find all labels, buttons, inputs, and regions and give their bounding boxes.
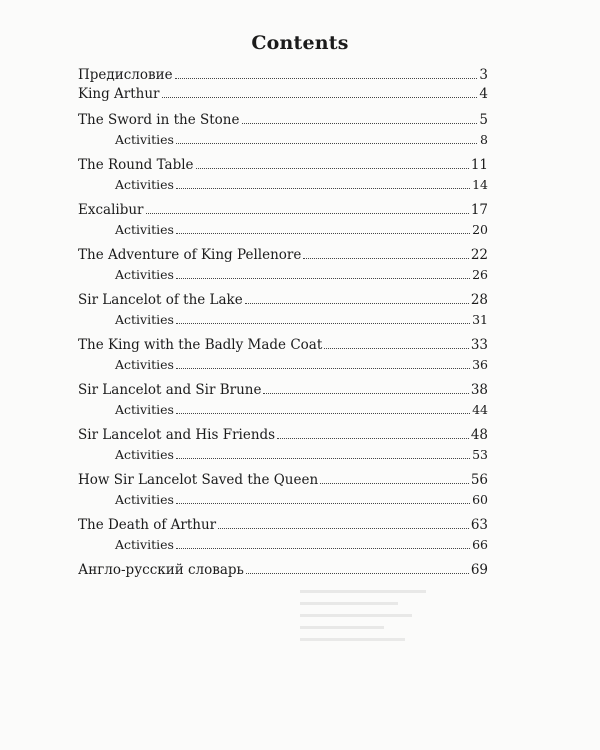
toc-page-number: 48 bbox=[470, 427, 488, 443]
toc-entry-title: The Round Table bbox=[78, 157, 194, 173]
toc-entry-title: Sir Lancelot and Sir Brune bbox=[78, 382, 262, 398]
toc-entry bbox=[78, 111, 488, 130]
toc-subentry bbox=[78, 310, 488, 329]
dot-leader bbox=[303, 258, 468, 259]
dot-leader bbox=[246, 573, 469, 574]
dot-leader bbox=[277, 438, 469, 439]
toc-spacer bbox=[78, 149, 488, 156]
toc-page-number: 56 bbox=[470, 472, 488, 488]
toc-page-number: 69 bbox=[470, 562, 488, 578]
toc-entry-title: Excalibur bbox=[78, 202, 144, 218]
toc-page-number: 36 bbox=[472, 357, 488, 372]
dot-leader bbox=[176, 548, 470, 549]
dot-leader bbox=[146, 213, 469, 214]
toc-page-number: 5 bbox=[479, 112, 488, 128]
toc-entry bbox=[78, 201, 488, 220]
toc-spacer bbox=[78, 554, 488, 561]
toc-spacer bbox=[78, 374, 488, 381]
dot-leader bbox=[263, 393, 468, 394]
dot-leader bbox=[196, 168, 469, 169]
toc-entry-title: The Sword in the Stone bbox=[78, 112, 240, 128]
toc-subentry bbox=[78, 175, 488, 194]
toc-page-number: 38 bbox=[470, 382, 488, 398]
toc-subentry bbox=[78, 265, 488, 284]
toc-page-number: 20 bbox=[472, 222, 488, 237]
toc-entry-title: How Sir Lancelot Saved the Queen bbox=[78, 472, 319, 488]
toc-entry bbox=[78, 516, 488, 535]
toc-entry-title: Activities bbox=[115, 222, 174, 237]
toc-page-number: 63 bbox=[470, 517, 488, 533]
toc-subentry bbox=[78, 490, 488, 509]
toc-page-number: 17 bbox=[470, 202, 488, 218]
toc-subentry bbox=[78, 355, 488, 374]
toc-spacer bbox=[78, 284, 488, 291]
toc-entry-title: Предисловие bbox=[78, 67, 173, 83]
toc-entry bbox=[78, 156, 488, 175]
dot-leader bbox=[176, 278, 470, 279]
dot-leader bbox=[176, 458, 470, 459]
toc-entry-title: Sir Lancelot and His Friends bbox=[78, 427, 276, 443]
table-of-contents bbox=[78, 66, 488, 580]
toc-page-number: 44 bbox=[472, 402, 488, 417]
toc-page-number: 14 bbox=[472, 177, 488, 192]
toc-subentry bbox=[78, 445, 488, 464]
toc-entry-title: Activities bbox=[115, 447, 174, 462]
toc-entry-title: Activities bbox=[115, 267, 174, 282]
toc-entry bbox=[78, 85, 488, 104]
toc-entry bbox=[78, 291, 488, 310]
toc-entry-title: Activities bbox=[115, 402, 174, 417]
toc-spacer bbox=[78, 509, 488, 516]
toc-subentry bbox=[78, 535, 488, 554]
toc-spacer bbox=[78, 194, 488, 201]
toc-spacer bbox=[78, 104, 488, 111]
dot-leader bbox=[176, 188, 470, 189]
dot-leader bbox=[176, 143, 477, 144]
toc-entry-title: The Death of Arthur bbox=[78, 517, 217, 533]
toc-entry bbox=[78, 561, 488, 580]
toc-page-number: 53 bbox=[472, 447, 488, 462]
dot-leader bbox=[162, 97, 477, 98]
dot-leader bbox=[176, 413, 470, 414]
toc-entry-title: King Arthur bbox=[78, 86, 160, 102]
toc-page-number: 33 bbox=[470, 337, 488, 353]
toc-page-number: 4 bbox=[479, 86, 488, 102]
toc-subentry bbox=[78, 400, 488, 419]
toc-page-number: 66 bbox=[472, 537, 488, 552]
dot-leader bbox=[320, 483, 469, 484]
toc-subentry bbox=[78, 220, 488, 239]
toc-entry bbox=[78, 246, 488, 265]
toc-page-number: 31 bbox=[472, 312, 488, 327]
toc-spacer bbox=[78, 329, 488, 336]
toc-entry-title: Англо-русский словарь bbox=[78, 562, 244, 578]
dot-leader bbox=[242, 123, 478, 124]
toc-entry-title: Activities bbox=[115, 177, 174, 192]
toc-entry bbox=[78, 336, 488, 355]
toc-spacer bbox=[78, 239, 488, 246]
toc-page-number: 60 bbox=[472, 492, 488, 507]
toc-page-number: 28 bbox=[470, 292, 488, 308]
toc-entry bbox=[78, 471, 488, 490]
toc-page-number: 26 bbox=[472, 267, 488, 282]
toc-page-number: 22 bbox=[470, 247, 488, 263]
toc-entry bbox=[78, 426, 488, 445]
toc-subentry bbox=[78, 130, 488, 149]
dot-leader bbox=[175, 78, 477, 79]
toc-entry-title: Activities bbox=[115, 537, 174, 552]
toc-page-number: 11 bbox=[470, 157, 488, 173]
toc-entry bbox=[78, 381, 488, 400]
toc-entry-title: Activities bbox=[115, 492, 174, 507]
dot-leader bbox=[324, 348, 469, 349]
dot-leader bbox=[176, 503, 470, 504]
toc-page-number: 8 bbox=[480, 132, 488, 147]
dot-leader bbox=[176, 233, 470, 234]
toc-entry-title: Activities bbox=[115, 312, 174, 327]
toc-spacer bbox=[78, 419, 488, 426]
toc-page-number: 3 bbox=[479, 67, 488, 83]
bleed-through-text bbox=[300, 590, 440, 700]
toc-entry bbox=[78, 66, 488, 85]
dot-leader bbox=[218, 528, 469, 529]
dot-leader bbox=[245, 303, 469, 304]
page-title: Contents bbox=[251, 32, 349, 54]
dot-leader bbox=[176, 323, 470, 324]
toc-entry-title: Activities bbox=[115, 132, 174, 147]
dot-leader bbox=[176, 368, 470, 369]
toc-entry-title: Activities bbox=[115, 357, 174, 372]
toc-spacer bbox=[78, 464, 488, 471]
toc-entry-title: Sir Lancelot of the Lake bbox=[78, 292, 243, 308]
toc-entry-title: The Adventure of King Pellenore bbox=[78, 247, 302, 263]
toc-entry-title: The King with the Badly Made Coat bbox=[78, 337, 323, 353]
